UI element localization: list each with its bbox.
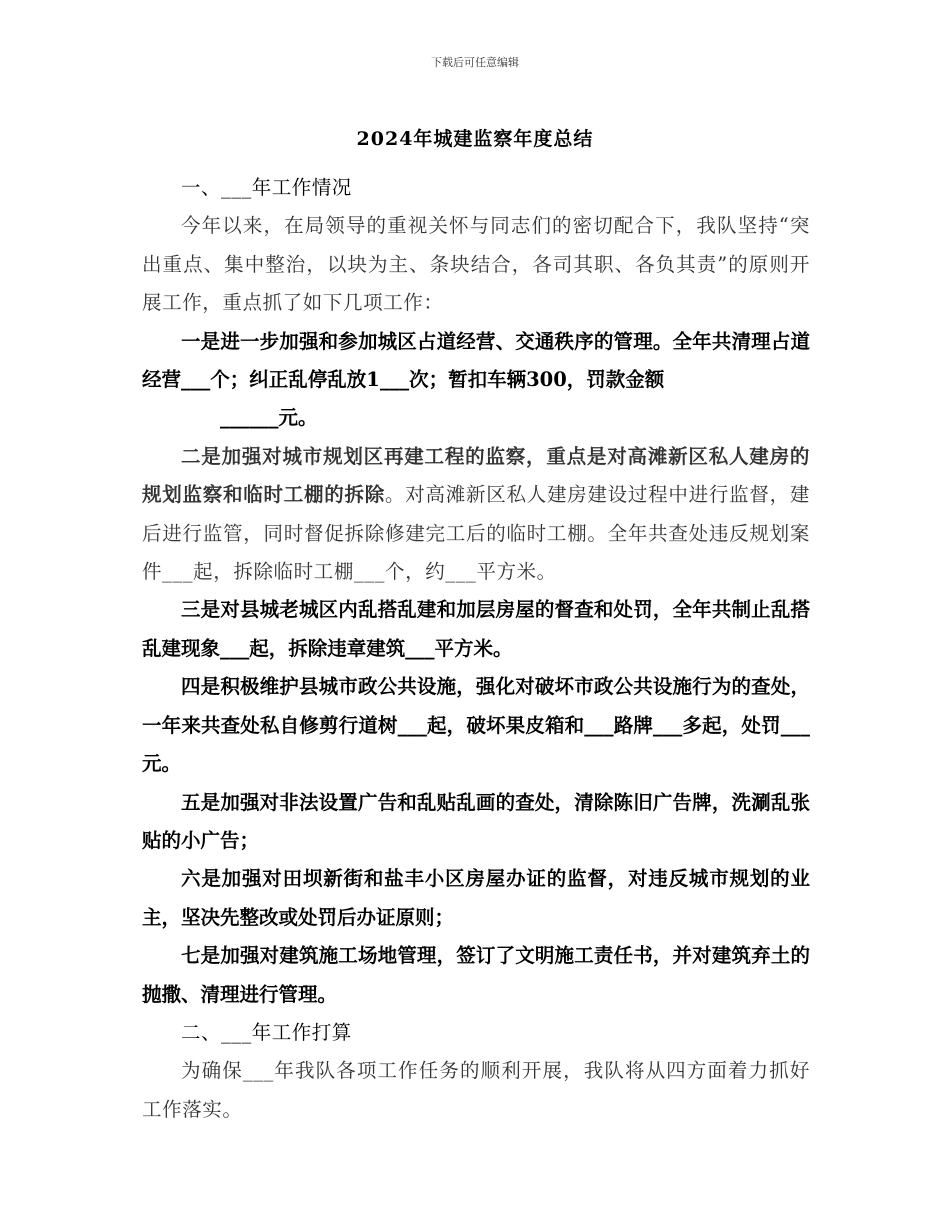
item-3-paragraph: 三是对县城老城区内乱搭乱建和加层房屋的督查和处罚，全年共制止乱搭乱建现象___起，拆除违章建筑___平方米。 [142,598,810,660]
item-2-paragraph [142,438,810,592]
item-5-paragraph: 五是加强对非法设置广告和乱贴乱画的查处，清除陈旧广告牌，洗涮乱张贴的小广告； [142,790,810,852]
item-2-rest: 。对高滩新区私人建房建设过程中进行监督，建后进行监管，同时督促拆除修建完工后的临时工棚。全年共查处违反规划案件___起，拆除临时工棚___个，约___平方米。 [142,483,810,584]
item-1-paragraph [142,323,810,438]
item-2-lead: 二是加强对城市规划区再建工程的监察，重点是对高滩新区私人建房的规划监察和临时工棚的拆除 [142,444,810,507]
item-7-paragraph: 七是加强对建筑施工场地管理，签订了文明施工责任书，并对建筑弃土的抛撒、清理进行管理。 [142,944,810,1006]
page-header-note: 下载后可任意编辑 [431,56,519,69]
section-heading-text: 二、___年工作打算 [181,1020,352,1044]
document-title: 2024年城建监察年度总结 [356,128,594,150]
item-1-text: 一是进一步加强和参加城区占道经营、交通秩序的管理。全年共清理占道经营___个；纠正乱停乱放1___次；暂扣车辆300，罚款金额 [142,329,810,392]
section-heading-work-plan [142,1014,810,1052]
document-body [142,169,810,1129]
intro-paragraph: 今年以来，在局领导的重视关怀与同志们的密切配合下，我队坚持“突出重点、集中整治，以块为主、条块结合，各司其职、各负其责”的原则开展工作，重点抓了如下几项工作： [142,214,810,315]
item-4-paragraph: 四是积极维护县城市政公共设施，强化对破坏市政公共设施行为的查处，一年来共查处私自修剪行道树___起，破坏果皮箱和___路牌___多起，处罚___元。 [142,675,810,776]
plan-intro-paragraph: 为确保___年我队各项工作任务的顺利开展，我队将从四方面着力抓好工作落实。 [142,1059,810,1121]
section-heading-text: 一、___年工作情况 [181,176,352,199]
section-heading-work-status [142,169,810,207]
item-1-tail: ______元。 [220,406,318,430]
item-6-paragraph: 六是加强对田坝新街和盐丰小区房屋办证的监督，对违反城市规划的业主，坚决先整改或处罚后办证原则； [142,867,810,929]
